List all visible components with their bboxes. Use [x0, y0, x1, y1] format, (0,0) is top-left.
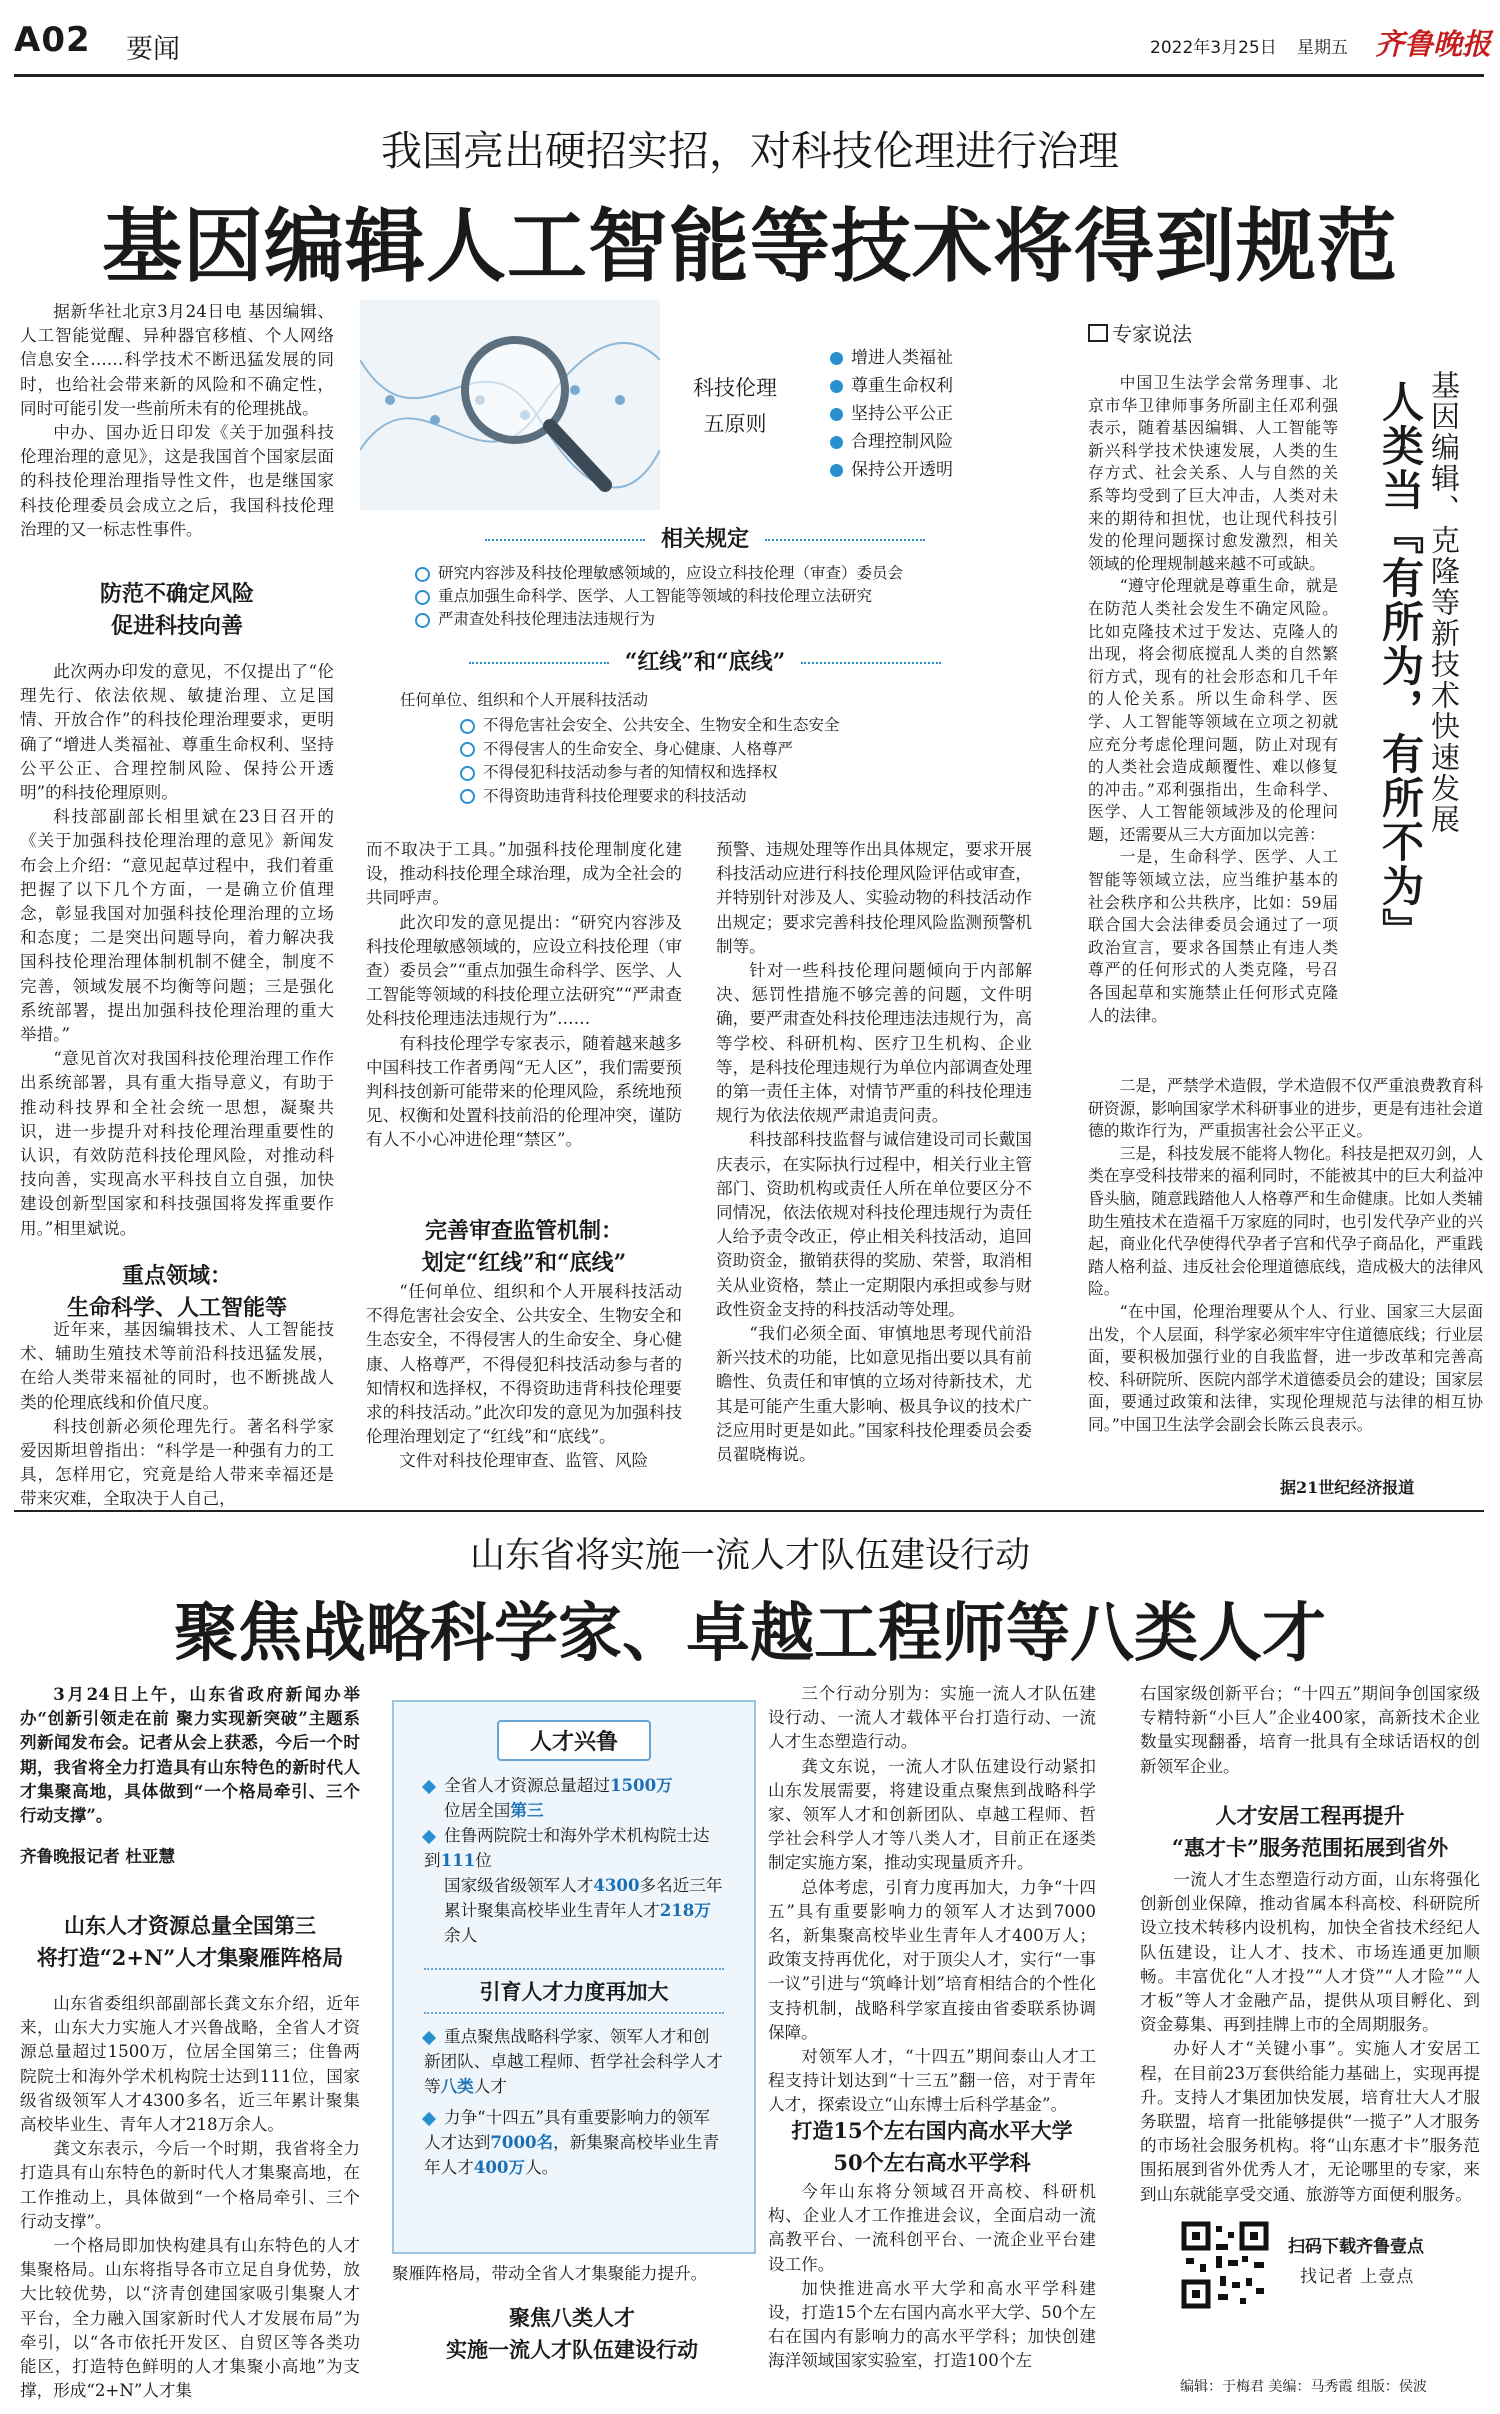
section-name: 要闻	[126, 34, 180, 65]
article1-col1-body	[20, 660, 334, 1241]
dna-illustration	[360, 300, 660, 510]
paper-logo: 齐鲁晚报	[1375, 27, 1492, 61]
paragraph: 中国卫生法学会常务理事、北京市华卫律师事务所副主任邓利强表示，随着基因编辑、人工智能等新兴科学技术快速发展，人类的生存方式、社会关系、人与自然的关系等均受到了巨大冲击，人类对未来的期待和担忧，也让现代科技引发的伦理问题探讨愈发激烈，相关领域的伦理规制越来越不可或缺。	[1088, 373, 1338, 573]
rules-title: 相关规定	[360, 522, 1050, 553]
paragraph: “遵守伦理就是尊重生命，就是在防范人类社会发生不确定风险。比如克隆技术过于发达、克隆人的出现，将会彻底搅乱人类的自然繁衍方式，现有的社会形态和几千年的人伦关系。所以生命科学、医学、人工智能等领域在立项之初就应充分考虑伦理问题，防止对现有的人类社会造成颠覆性、难以修复的冲击。”邓利强指出，生命科学、医学、人工智能领域涉及的伦理问题，还需要从三大方面加以完善：	[1088, 576, 1338, 844]
bullet-icon	[422, 2030, 436, 2044]
qr-code[interactable]	[1180, 2220, 1270, 2310]
redline-intro: 任何单位、组织和个人开展科技活动	[400, 691, 649, 709]
bullet-icon	[830, 464, 843, 477]
bullet-icon	[830, 352, 843, 365]
article1-col1-intro	[20, 300, 334, 542]
paragraph: 办好人才“关键小事”。实施人才安居工程，在目前23万套供给能力基础上，实现再提升。支持人才集团加快发展，培育壮大人才服务联盟，培育一批能够提供“一揽子”人才服务的市场社会服务机构。将“山东惠才卡”服务范围拓展到省外优秀人才，无论哪里的专家，来到山东就能享受交通、旅游等方面便利服务。	[1140, 2039, 1480, 2204]
subhead-risk	[20, 578, 334, 642]
subhead-line: 促进科技向善	[110, 613, 243, 639]
rules-list	[415, 562, 903, 631]
bullet-icon	[460, 766, 475, 781]
talent-stat: 住鲁两院院士和海外学术机构院士达到111位	[424, 1823, 724, 1873]
article2-col3	[768, 1682, 1096, 2118]
bullet-icon	[415, 613, 430, 628]
paragraph: 文件对科技伦理审查、监管、风险	[399, 1451, 649, 1471]
bullet-icon	[415, 567, 430, 582]
paragraph: 科技部科技监督与诚信建设司司长戴国庆表示，在实际执行过程中，相关行业主管部门、资助机构或责任人所在单位要区分不同情况，依法依规对科技伦理违规行为责任人给予责令改正，停止相关科技活动，追回资助资金，撤销获得的奖励、荣誉，取消相关从业资格，禁止一定期限内承担或参与财政性资金支持的科技活动等处理。	[716, 1130, 1032, 1319]
article2-subhead2	[392, 2302, 752, 2366]
bullet-icon	[460, 789, 475, 804]
redline-item: 不得侵犯科技活动参与者的知情权和选择权	[460, 761, 840, 785]
expert-col-top	[1088, 372, 1338, 1027]
paragraph: 一流人才生态塑造行动方面，山东将强化创新创业保障，推动省属本科高校、科研院所设立技术转移内设机构，加快全省技术经纪人队伍建设，让人才、技术、市场连通更加顺畅。丰富优化“人才投”“人才贷”“人才险”“人才板”等人才金融产品，提供从项目孵化、到资金募集、再到挂牌上市的全周期服务。	[1140, 1870, 1480, 2035]
article2-subhead4	[1140, 1800, 1480, 1864]
bullet-icon	[415, 590, 430, 605]
redline-item: 不得资助违背科技伦理要求的科技活动	[460, 785, 840, 809]
article2-byline: 齐鲁晚报记者 杜亚慧	[20, 1846, 176, 1866]
issue-weekday: 星期五	[1297, 38, 1348, 58]
talent-box-title1: 人才兴鲁	[497, 1720, 651, 1761]
article2-col4	[1140, 1682, 1480, 1779]
qr-caption-1: 扫码下载齐鲁壹点	[1288, 2237, 1424, 2257]
subhead-line: 人才安居工程再提升	[1215, 1803, 1405, 1828]
subhead-line: “惠才卡”服务范围拓展到省外	[1171, 1835, 1449, 1860]
paragraph: 针对一些科技伦理问题倾向于内部解决、惩罚性措施不够完善的问题，文件明确，要严肃查处科技伦理违法违规行为，高等学校、科研机构、医疗卫生机构、企业等，是科技伦理违规行为单位内部调查处理的第一责任主体，对情节严重的科技伦理违规行为依法依规严肃追责问责。	[716, 961, 1032, 1126]
article1-col3	[716, 838, 1032, 1467]
article1-col2-body	[366, 1280, 682, 1474]
page-credits: 编辑：于梅君 美编：马秀霞 组版：侯波	[1180, 2379, 1427, 2395]
paragraph: 右国家级创新平台；“十四五”期间争创国家级专精特新“小巨人”企业400家，高新技术企业数量实现翻番，培育一批具有全球话语权的创新领军企业。	[1140, 1684, 1480, 1776]
qr-caption-2: 找记者 上壹点	[1300, 2267, 1415, 2287]
article2-col4-body	[1140, 1868, 1480, 2207]
paragraph: “在中国，伦理治理要从个人、行业、国家三大层面出发，个人层面，科学家必须牢牢守住道德底线；行业层面，要积极加强行业的自我监督，进一步改革和完善高校、科研院所、医院内部学术道德委员会的建设；国家层面，要通过政策和法律，实现伦理规范与法律的相互协同。”中国卫生法学会副会长陈云良表示。	[1088, 1301, 1483, 1434]
expert-source: 据21世纪经济报道	[1280, 1478, 1415, 1497]
talent-goal: 重点聚焦战略科学家、领军人才和创新团队、卓越工程师、哲学社会科学人才等八类人才	[424, 2024, 724, 2099]
talent-stat: 国家级省级领军人才4300多名近三年累计聚集高校毕业生青年人才218万余人	[444, 1875, 723, 1945]
subhead-line: 生命科学、人工智能等	[66, 1295, 287, 1321]
paragraph: “任何单位、组织和个人开展科技活动不得危害社会安全、公共安全、生物安全和生态安全，不得侵害人的生命安全、身心健康、人格尊严，不得侵犯科技活动参与者的知情权和选择权，不得资助违背科技伦理要求的科技活动。”此次印发的意见为加强科技伦理治理划定了“红线”和“底线”。	[366, 1282, 682, 1447]
article2-col3-body	[768, 2180, 1096, 2374]
article1-col1-tail	[20, 1318, 334, 1512]
talent-box	[392, 1700, 756, 2254]
principle-item: 合理控制风险	[830, 428, 953, 456]
article2-subhead3	[768, 2115, 1096, 2179]
article2-headline: 聚焦战略科学家、卓越工程师等八类人才	[174, 1596, 1326, 1671]
paragraph: 此次两办印发的意见，不仅提出了“伦理先行、依法依规、敏捷治理、立足国情、开放合作”的科技伦理治理要求，更明确了“增进人类福祉、尊重生命权利、坚持公平公正、合理控制风险、保持公开透明”的科技伦理原则。	[20, 662, 334, 803]
principle-item: 保持公开透明	[830, 456, 953, 484]
bullet-icon	[460, 742, 475, 757]
paragraph: 三是，科技发展不能将人物化。科技是把双刃剑，人类在享受科技带来的福利同时，不能被其中的巨大利益冲昏头脑，随意践踏他人人格尊严和生命健康。比如人类辅助生殖技术在造福千万家庭的同时，也引发代孕产业的兴起，商业化代孕使得代孕者子宫和代孕子商品化，严重践踏人格利益、违反社会伦理道德底线，造成极大的法律风险。	[1088, 1143, 1483, 1299]
article1-kicker: 我国亮出硬招实招，对科技伦理进行治理	[381, 127, 1119, 175]
principle-item: 尊重生命权利	[830, 372, 953, 400]
subhead-line: 划定“红线”和“底线”	[421, 1250, 627, 1276]
paragraph: “意见首次对我国科技伦理治理工作作出系统部署，具有重大指导意义，有助于推动科技界和全社会统一思想，凝聚共识，进一步提升对科技伦理治理重要性的认识，有效防范科技伦理风险，对推动科技向善，实现高水平科技自立自强，加快建设创新型国家和科技强国将发挥重要作用。”相里斌说。	[20, 1049, 334, 1238]
expert-vertical-title: 人类当『有所为，有所不为』	[1376, 380, 1425, 952]
subhead-line: 打造15个左右国内高水平大学	[791, 2118, 1073, 2143]
subhead-line: 山东人才资源总量全国第三	[64, 1913, 316, 1938]
label-box-icon	[1088, 324, 1108, 342]
paragraph: 近年来，基因编辑技术、人工智能技术、辅助生殖技术等前沿科技迅猛发展，在给人类带来福祉的同时，也不断挑战人类的伦理底线和价值尺度。	[20, 1320, 334, 1412]
article1-col2	[366, 838, 682, 1153]
principle-item: 坚持公平公正	[830, 400, 953, 428]
subhead-fields	[20, 1260, 334, 1324]
redline-item: 不得危害社会安全、公共安全、生物安全和生态安全	[460, 714, 840, 738]
talent-stats	[394, 1761, 754, 1948]
paragraph: 三个行动分别为：实施一流人才队伍建设行动、一流人才载体平台打造行动、一流人才生态塑造行动。	[768, 1684, 1096, 1752]
paragraph: 龚文东表示，今后一个时期，我省将全力打造具有山东特色的新时代人才集聚高地，在工作推动上，具体做到“一个格局牵引、三个行动支撑”。	[20, 2139, 360, 2231]
rule-item: 重点加强生命科学、医学、人工智能等领域的科技伦理立法研究	[415, 585, 903, 608]
expert-col-bottom	[1088, 1075, 1483, 1437]
paragraph: 据新华社北京3月24日电 基因编辑、人工智能觉醒、异种器官移植、个人网络信息安全……科学技术不断迅猛发展的同时，也给社会带来新的风险和不确定性，同时可能引发一些前所未有的伦理挑战。	[20, 302, 334, 418]
article2-subhead1	[20, 1910, 360, 1974]
talent-goal: 力争“十四五”具有重要影响力的领军人才达到7000名，新集聚高校毕业生青年人才400万人。	[424, 2105, 724, 2180]
rule-item: 研究内容涉及科技伦理敏感领域的，应设立科技伦理（审查）委员会	[415, 562, 903, 585]
bullet-icon	[830, 436, 843, 449]
article2-kicker: 山东省将实施一流人才队伍建设行动	[469, 1536, 1030, 1576]
redline-list	[460, 714, 840, 808]
rule-item: 严肃查处科技伦理违法违规行为	[415, 608, 903, 631]
paragraph: 预警、违规处理等作出具体规定，要求开展科技活动应进行科技伦理风险评估或审查，并特别针对涉及人、实验动物的科技活动作出规定；要求完善科技伦理风险监测预警机制等。	[716, 840, 1032, 956]
article2-col2-after: 聚雁阵格局，带动全省人才集聚能力提升。	[392, 2264, 708, 2283]
subhead-line: 将打造“2+N”人才集聚雁阵格局	[36, 1945, 344, 1970]
subhead-line: 50个左右高水平学科	[833, 2150, 1031, 2175]
principles-title	[680, 370, 790, 442]
bullet-icon	[460, 719, 475, 734]
paragraph: 科技创新必须伦理先行。著名科学家爱因斯坦曾指出：“科学是一种强有力的工具，怎样用它，究竟是给人带来幸福还是带来灾难，全取决于人自己，	[20, 1416, 334, 1509]
paragraph: 今年山东将分领域召开高校、科研机构、企业人才工作推进会议，全面启动一流高教平台、一流科创平台、一流企业平台建设工作。	[768, 2182, 1096, 2274]
paragraph: 加快推进高水平大学和高水平学科建设，打造15个左右国内高水平大学、50个左右在国内有影响力的高水平学科；加快创建海洋领域国家实验室，打造100个左	[768, 2278, 1096, 2371]
paragraph: 此次印发的意见提出：“研究内容涉及科技伦理敏感领域的，应设立科技伦理（审查）委员会”“重点加强生命科学、医学、人工智能等领域的科技伦理立法研究”“严肃查处科技伦理违法违规行为”……	[366, 912, 682, 1029]
page-code: A02	[14, 20, 91, 60]
subhead-review	[366, 1215, 682, 1279]
paragraph: 有科技伦理学专家表示，随着越来越多中国科技工作者勇闯“无人区”，我们需要预判科技创新可能带来的伦理风险，系统地预见、权衡和处置科技前沿的伦理冲突，谨防有人不小心冲进伦理“禁区”。	[366, 1033, 682, 1150]
paragraph: 二是，严禁学术造假，学术造假不仅严重浪费教育科研资源，影响国家学术科研事业的进步，更是有违社会道德的欺诈行为，严重损害社会公平正义。	[1088, 1076, 1483, 1141]
principle-item: 增进人类福祉	[830, 344, 953, 372]
subhead-line: 聚焦八类人才	[509, 2305, 635, 2330]
redline-item: 不得侵害人的生命安全、身心健康、人格尊严	[460, 738, 840, 762]
paragraph: 山东省委组织部副部长龚文东介绍，近年来，山东大力实施人才兴鲁战略，全省人才资源总量超过1500万，位居全国第三；住鲁两院院士和海外学术机构院士达到111位，国家级省级领军人才4300多名，近三年累计聚集高校毕业生、青年人才218万余人。	[20, 1994, 360, 2135]
paragraph: 总体考虑，引育力度再加大，力争“十四五”具有重要影响力的领军人才达到7000名，新集聚高校毕业生青年人才400万人；政策支持再优化，对于顶尖人才，实行“一事一议”引进与“筑峰计划”培育相结合的个性化支持机制，战略科学家直接由省委联系协调保障。	[768, 1877, 1096, 2042]
paragraph: 中办、国办近日印发《关于加强科技伦理治理的意见》，这是我国首个国家层面的科技伦理治理指导性文件，也是继国家科技伦理委员会成立之后，我国科技伦理治理的又一标志性事件。	[20, 423, 334, 539]
ethics-graphic	[360, 300, 1050, 815]
redline-title: “红线”和“底线”	[360, 645, 1050, 676]
paragraph: 而不取决于工具。”加强科技伦理制度化建设，推动科技伦理全球治理，成为全社会的共同呼声。	[366, 840, 682, 908]
bullet-icon	[830, 408, 843, 421]
bullet-icon	[422, 1779, 436, 1793]
paragraph: 科技部副部长相里斌在23日召开的《关于加强科技伦理治理的意见》新闻发布会上介绍：“意见起草过程中，我们着重把握了以下几个方面，一是确立价值理念，彰显我国对加强科技伦理治理的立场和态度；二是突出问题导向，着力解决我国科技伦理治理体制机制不健全，制度不完善，领域发展不均衡等问题；三是强化系统部署，提出加强科技伦理治理的重大举措。”	[20, 807, 334, 1045]
header-rule	[14, 74, 1484, 77]
subhead-line: 重点领域：	[121, 1263, 232, 1289]
article2-col1	[20, 1992, 360, 2403]
issue-date: 2022年3月25日	[1150, 38, 1277, 58]
principles-title-line: 科技伦理	[693, 376, 777, 400]
article1-headline: 基因编辑人工智能等技术将得到规范	[102, 199, 1398, 293]
expert-vertical-kicker: 基因编辑、克隆等新技术快速发展	[1427, 370, 1461, 835]
subhead-line: 防范不确定风险	[99, 581, 254, 607]
paragraph: 一是，生命科学、医学、人工智能等领域立法，应当维护基本的社会秩序和公共秩序，比如：59届联合国大会法律委员会通过了一项政治宣言，要求各国禁止有违人类尊严的任何形式的人类克隆，号召各国起草和实施禁止任何形式克隆人的法律。	[1088, 847, 1338, 1025]
bullet-icon	[422, 2111, 436, 2125]
talent-box-title2: 引育人才力度再加大	[424, 1968, 724, 2014]
paragraph: 对领军人才，“十四五”期间泰山人才工程支持计划达到“十三五”翻一倍，对于青年人才，探索设立“山东博士后科学基金”。	[768, 2047, 1096, 2115]
principles-list	[830, 344, 953, 484]
talent-goals	[394, 2014, 754, 2180]
section-divider	[14, 1510, 1484, 1512]
expert-label: 专家说法	[1088, 318, 1192, 347]
bullet-icon	[422, 1829, 436, 1843]
paragraph: 龚文东说，一流人才队伍建设行动紧扣山东发展需要，将建设重点聚焦到战略科学家、领军人才和创新团队、卓越工程师、哲学社会科学人才等八类人才，目前正在逐类制定实施方案，推动实现量质齐升。	[768, 1756, 1096, 1873]
subhead-line: 完善审查监管机制：	[424, 1218, 623, 1244]
paragraph: “我们必须全面、审慎地思考现代前沿新兴技术的功能，比如意见指出要以具有前瞻性、负责任和审慎的立场对待新技术，尤其是可能产生重大影响、极具争议的技术广泛应用时更是如此。”国家科技伦理委员会委员翟晓梅说。	[716, 1324, 1032, 1465]
bullet-icon	[830, 380, 843, 393]
talent-stat: 全省人才资源总量超过1500万 位居全国第三	[424, 1773, 724, 1823]
paragraph: 一个格局即加快构建具有山东特色的人才集聚格局。山东将指导各市立足自身优势，放大比较优势，以“济青创建国家吸引集聚人才平台，全力融入国家新时代人才发展布局”为牵引，以“各市依托开发区、自贸区等各类功能区，打造特色鲜明的人才集聚小高地”为支撑，形成“2+N”人才集	[20, 2236, 360, 2401]
subhead-line: 实施一流人才队伍建设行动	[446, 2337, 698, 2362]
article2-lead: 3月24日上午，山东省政府新闻办举办“创新引领走在前 聚力实现新突破”主题系列新闻发布会。记者从会上获悉，今后一个时期，我省将全力打造具有山东特色的新时代人才集聚高地，具体做到“一个格局牵引、三个行动支撑”。	[20, 1684, 360, 1826]
principles-title-line: 五原则	[703, 412, 767, 436]
